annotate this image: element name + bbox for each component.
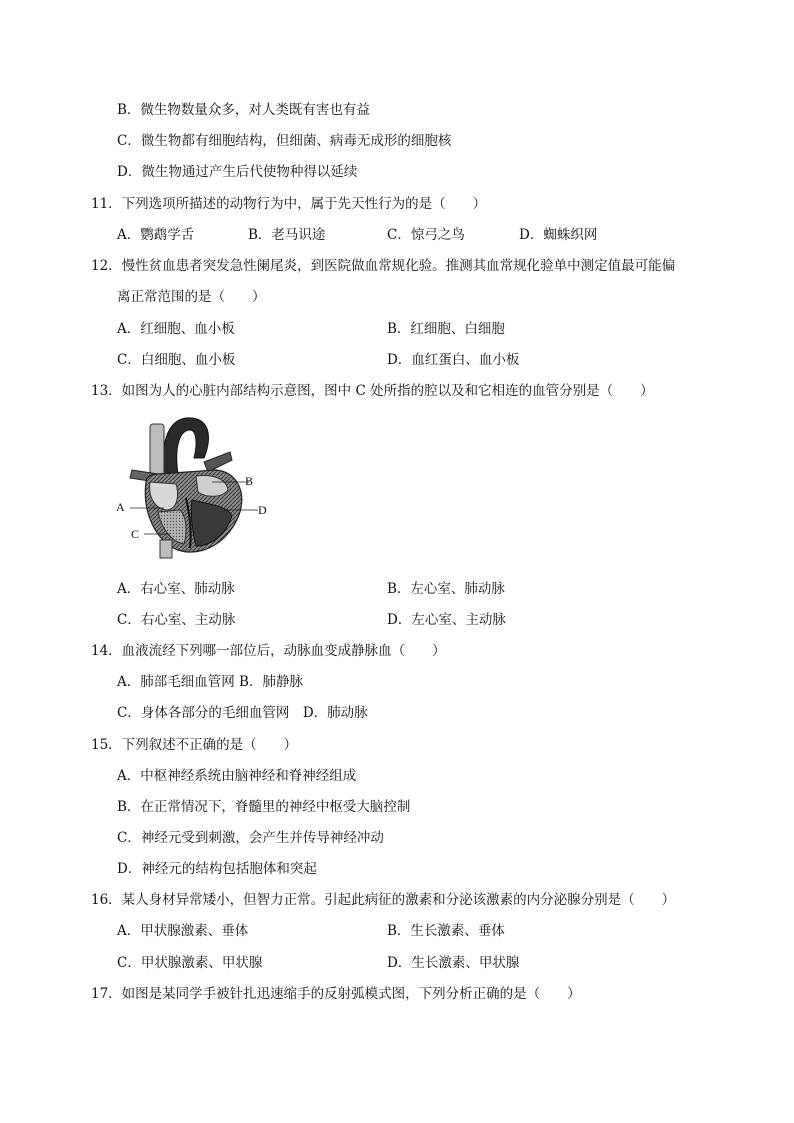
figure-label-c: C xyxy=(131,527,140,541)
option-cd: C．身体各部分的毛细血管网 D．肺动脉 xyxy=(117,705,368,721)
option-line: D．微生物通过产生后代使物种得以延续 xyxy=(117,164,358,180)
question-12: 12．慢性贫血患者突发急性阑尾炎，到医院做血常规化验。推测其血常规化验单中测定值最可能偏 xyxy=(91,258,676,274)
option-line: C．微生物都有细胞结构，但细菌、病毒无成形的细胞核 xyxy=(117,133,452,149)
option-d: D．左心室、主动脉 xyxy=(387,612,506,628)
option-a: A．鹦鹉学舌 xyxy=(117,227,195,243)
option-b: B．红细胞、白细胞 xyxy=(387,321,505,337)
question-14: 14．血液流经下列哪一部位后，动脉血变成静脉血（ ） xyxy=(91,643,446,659)
option-line: B．微生物数量众多，对人类既有害也有益 xyxy=(117,102,370,118)
option-d: D．生长激素、甲状腺 xyxy=(387,955,520,971)
question-13: 13．如图为人的心脏内部结构示意图，图中 C 处所指的腔以及和它相连的血管分别是（ ） xyxy=(91,383,654,399)
option-ab: A．肺部毛细血管网 B．肺静脉 xyxy=(117,674,303,690)
question-15: 15．下列叙述不正确的是（ ） xyxy=(91,737,298,753)
question-17: 17．如图是某同学手被针扎迅速缩手的反射弧模式图，下列分析正确的是（ ） xyxy=(91,986,581,1002)
option-c: C．甲状腺激素、甲状腺 xyxy=(117,955,263,971)
question-16: 16．某人身材异常矮小，但智力正常。引起此病征的激素和分泌该激素的内分泌腺分别是（ ） xyxy=(91,892,676,908)
option-c: C．右心室、主动脉 xyxy=(117,612,236,628)
option-d: D．蜘蛛织网 xyxy=(519,227,598,243)
figure-label-d: D xyxy=(258,503,267,517)
figure-label-a: A xyxy=(116,500,125,514)
option-d: D．神经元的结构包括胞体和突起 xyxy=(117,861,317,877)
option-a: A．甲状腺激素、垂体 xyxy=(117,923,249,939)
option-b: B．老马识途 xyxy=(248,227,326,243)
option-a: A．中枢神经系统由脑神经和脊神经组成 xyxy=(117,768,357,784)
vena-cava xyxy=(150,424,164,479)
option-d: D．血红蛋白、血小板 xyxy=(387,352,520,368)
option-c: C．白细胞、血小板 xyxy=(117,352,236,368)
option-a: A．红细胞、血小板 xyxy=(117,321,235,337)
question-11: 11．下列选项所描述的动物行为中，属于先天性行为的是（ ） xyxy=(91,196,487,212)
figure-label-b: B xyxy=(245,474,254,488)
option-b: B．在正常情况下，脊髓里的神经中枢受大脑控制 xyxy=(117,799,411,815)
option-b: B．左心室、肺动脉 xyxy=(387,581,505,597)
option-c: C．惊弓之鸟 xyxy=(387,227,465,243)
option-b: B．生长激素、垂体 xyxy=(387,923,505,939)
option-a: A．右心室、肺动脉 xyxy=(117,581,235,597)
question-12-cont: 离正常范围的是（ ） xyxy=(117,289,266,305)
option-c: C．神经元受到刺激，会产生并传导神经冲动 xyxy=(117,830,384,846)
